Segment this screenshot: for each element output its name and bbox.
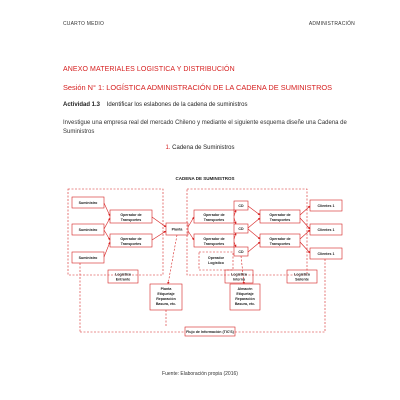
cliente-label-2: Clientes 1 [317, 228, 335, 232]
outbound-frame [187, 189, 307, 275]
activity-label: Actividad 1.3 [63, 102, 101, 108]
figure-number: 1. [165, 145, 171, 151]
operador-out-3-l2: Transportes [269, 218, 291, 222]
source-note: Fuente: Elaboración propia (2016) [162, 371, 238, 377]
operador-out-1-l2: Transportes [203, 218, 225, 222]
cd-detail-2: Etiquetaje [236, 292, 254, 296]
supply-chain-diagram [60, 172, 350, 342]
planta-detail-4: Basura, etc. [155, 302, 177, 306]
logistica-entrante-l2: Entrante [115, 277, 131, 282]
session-title: Sesión N° 1: LOGÍSTICA ADMINISTRACIÓN DE LA CADENA DE SUMINISTROS [63, 83, 333, 92]
info-flow-label: Flujo de Información (TIC'S) [186, 330, 234, 334]
operador-in-2-l2: Transportes [120, 242, 142, 246]
cd-detail-1: Almacén [237, 287, 253, 291]
cd-label-2: CD [238, 227, 244, 231]
operador-out-4-l2: Transportes [269, 242, 291, 246]
planta-detail-3: Reparación [156, 297, 176, 301]
annex-title: ANEXO MATERIALES LOGISTICA Y DISTRIBUCIÓN [63, 66, 235, 73]
cd-detail-4: Basura, etc. [234, 302, 256, 306]
operador-in-1-l2: Transportes [120, 218, 142, 222]
suministro-label-2: Suministro [78, 228, 98, 232]
activity-text: Identificar los eslabones de la cadena de suministros [106, 102, 248, 108]
logistica-interna-l1: Logística [231, 272, 247, 277]
planta-label: Planta [171, 227, 183, 232]
header-right: ADMINISTRACIÓN [308, 21, 355, 27]
operador-out-3-l1: Operador de [269, 213, 291, 217]
instructions-text: Investigue una empresa real del mercado Chileno y mediante el siguiente esquema diseñe una Cadena de Suministros [63, 120, 347, 135]
operador-in-2-l1: Operador de [120, 237, 142, 241]
logistica-saliente-l2: Saliente [295, 277, 309, 282]
cliente-label-3: Clientes 1 [317, 252, 335, 256]
operador-logistico-l2: Logístico [208, 261, 224, 265]
cliente-label-1: Clientes 1 [317, 204, 335, 208]
operador-out-2-l2: Transportes [203, 242, 225, 246]
operador-out-1-l1: Operador de [203, 213, 225, 217]
logistica-interna-l2: Interna [233, 277, 245, 282]
cd-label-1: CD [238, 204, 244, 208]
suministro-label-1: Suministro [78, 201, 98, 205]
planta-detail-1: Planta [160, 287, 172, 291]
diagram-title: CADENA DE SUMINISTROS [175, 176, 235, 181]
header-left: CUARTO MEDIO [63, 21, 105, 27]
suministro-label-3: Suministro [78, 256, 98, 260]
logistica-entrante-l1: Logística [115, 272, 131, 277]
operador-out-4-l1: Operador de [269, 237, 291, 241]
figure-caption [0, 145, 400, 151]
planta-detail-2: Etiquetaje [157, 292, 175, 296]
cd-label-3: CD [238, 250, 244, 254]
operador-in-1-l1: Operador de [120, 213, 142, 217]
figure-caption-text: Cadena de Suministros [172, 145, 235, 151]
logistica-saliente-l1: Logística [294, 272, 310, 277]
activity-line [63, 102, 247, 108]
operador-logistico-l1: Operador [207, 256, 225, 260]
cd-detail-3: Reparación [235, 297, 255, 301]
operador-out-2-l1: Operador de [203, 237, 225, 241]
